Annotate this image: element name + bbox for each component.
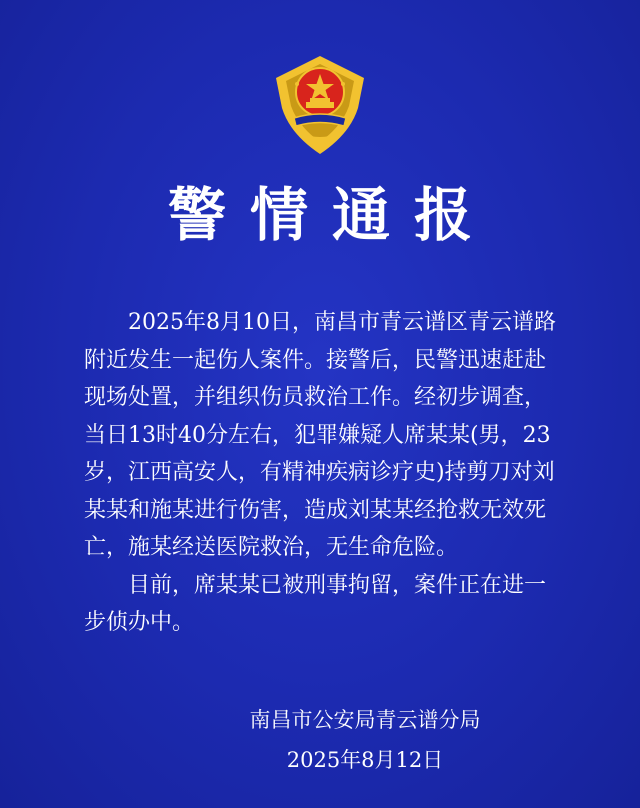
notice-title: 警情通报 <box>167 181 496 249</box>
notice-paragraph: 2025年8月10日，南昌市青云谱区青云谱路附近发生一起伤人案件。接警后，民警迅速赶赴现场处置，并组织伤员救治工作。经初步调查，当日13时40分左右，犯罪嫌疑人席某某(男，23岁，江西高安人，有精神疾病诊疗史)持剪刀对刘某某和施某进行伤害，造成刘某某经抢救无效死亡，施某经送医院救治，无生命危险。 <box>84 310 556 560</box>
notice-body <box>84 304 562 642</box>
police-emblem-icon <box>270 54 370 158</box>
issuer-name: 南昌市公安局青云谱分局 <box>249 708 481 732</box>
notice-paragraph: 目前，席某某已被刑事拘留，案件正在进一步侦办中。 <box>84 572 547 635</box>
notice-signature <box>190 700 540 780</box>
issue-date: 2025年8月12日 <box>286 748 444 772</box>
